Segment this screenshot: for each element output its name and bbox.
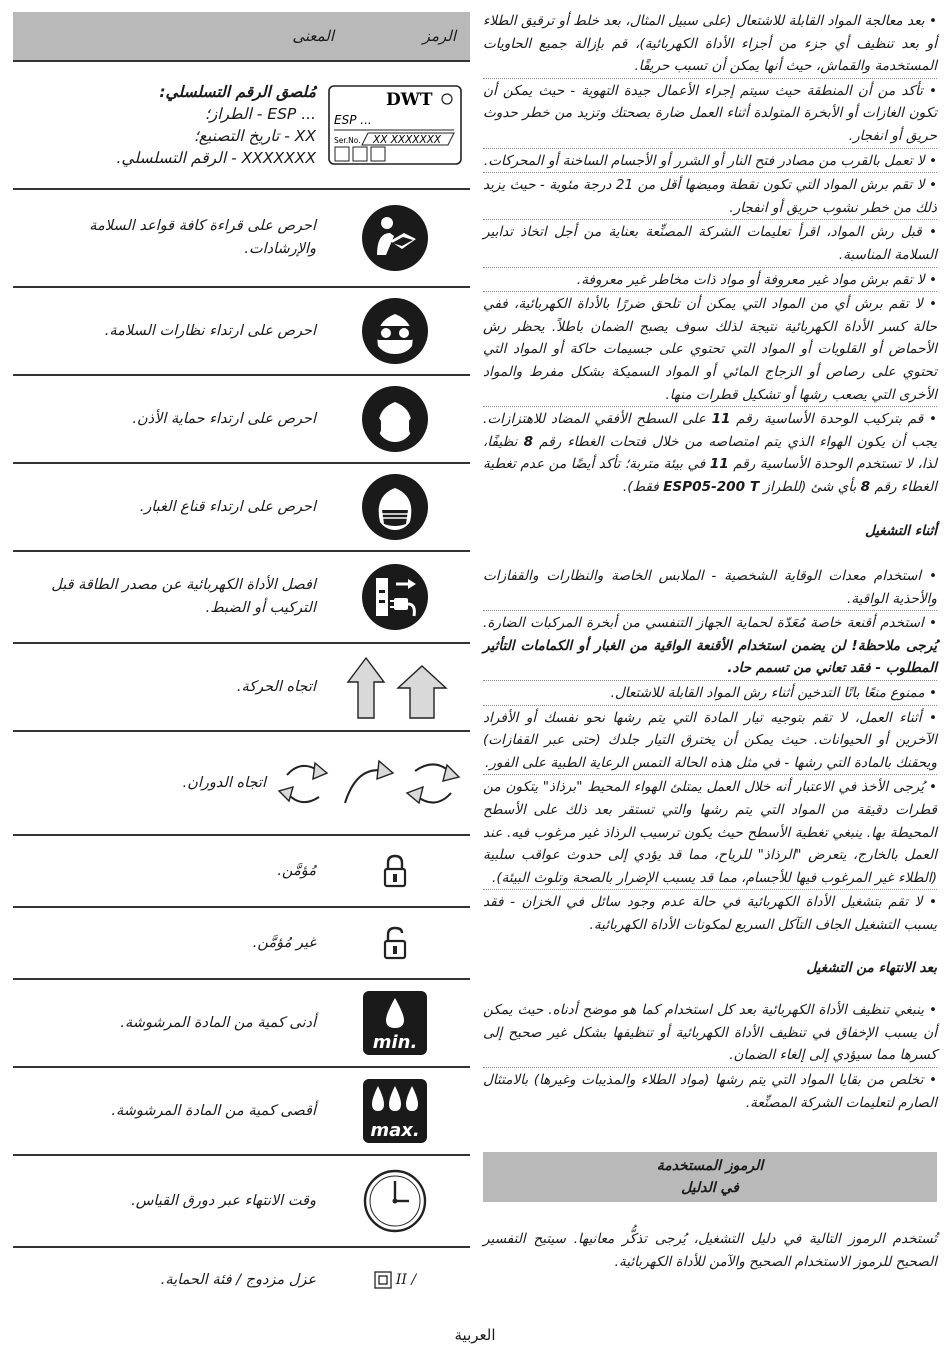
section-heading-after: بعد الانتهاء من التشغيل [806,959,937,976]
symbols-box-line1: الرموز المستخدمة [656,1158,764,1175]
paragraph: • ممنوع منعًا باتًا التدخين أثناء رش المواد القابلة للاشتعال. [483,682,937,706]
serial-model-field: ESP ... [334,113,372,127]
table-row [13,190,470,288]
double-insulation-icon [374,1271,392,1289]
paragraph: • لا تقم برش مواد غير معروفة أو مواد ذات مخاطر غير معروفة. [483,269,937,293]
row-meaning: أدنى كمية من المادة المرشوشة. [120,1014,316,1031]
row-meaning: افصل الأداة الكهربائية عن مصدر الطاقة قبل التركيب أو الضبط. [51,577,316,616]
row-meaning: غير مُؤمَّن. [252,934,316,951]
lock-open-icon [382,925,408,961]
table-row [13,836,470,908]
row-meaning: اتجاه الدوران. [182,774,266,791]
paragraph: • أثناء العمل، لا تقم بتوجيه تيار المادة التي يتم رشها نحو نفسك أو الأفراد الآخرين أو الحيوانات. حيث يمكن أن يخترق التيار جلدك (حتى عبر القفازات) ويحقنك بالمادة التي رشها - في مثل هذه الحالة التمس الرعاية الطبية على الفور. [483,707,937,776]
serial-brand: DWT [386,90,433,110]
symbol-cell [270,732,470,834]
row-meaning: اتجاه الحركة. [236,678,316,695]
symbol-cell [320,1156,470,1246]
read-manual-icon [360,203,430,273]
page-footer-language: العربية [454,1326,496,1344]
table-row [13,1068,470,1156]
table-row [13,980,470,1068]
table-row [13,908,470,980]
symbol-cell [320,288,470,374]
row-meaning: احرص على ارتداء نظارات السلامة. [104,322,316,339]
table-row [13,464,470,552]
row-meaning: وقت الانتهاء عبر دورق القياس. [131,1192,316,1209]
paragraph: • بعد معالجة المواد القابلة للاشتعال (على سبيل المثال، بعد خلط أو ترقيق الطلاء أو بعد تنظيف أي جزء من أجزاء الأداة الكهربائية)، قم بإزالة جميع الحاويات المستخدمة والقماش، حيث أنها يمكن أن تسبب حريقًا. [483,10,937,79]
paragraph: • قبل رش المواد، اقرأ تعليمات الشركة المصنِّعة بعناية من أجل اتخاذ تدابير السلامة المناسبة. [483,221,937,267]
serial-serno-value: XX XXXXXXX [373,134,442,146]
row-meaning: مُؤمَّن. [277,862,316,879]
symbol-cell [320,464,470,550]
table-row [13,644,470,732]
paragraph: • لا تعمل بالقرب من مصادر فتح النار أو الشرر أو الأجسام الساخنة أو المحركات. [483,150,937,174]
paragraph: • ينبغي تنظيف الأداة الكهربائية بعد كل استخدام كما هو موضح أدناه. حيث يمكن أن يسبب الإخفاق في تنظيف الأداة الكهربائية أو تنظيفها بشكل غير صحيح إلى كسرها مما سيؤدي إلى إلغاء الضمان. [483,999,937,1068]
serial-plate-icon [326,83,464,167]
table-row [13,1248,470,1312]
paragraph: • تأكد من أن المنطقة حيث سيتم إجراء الأعمال جيدة التهوية - حيث يمكن أن تكون الغازات أو الأبخرة المتولدة أثناء العمل ضارة بصحتك وتزيد من خطر حدوث حريق أو انفجار. [483,80,937,149]
clock-icon [362,1168,428,1234]
symbol-cell [320,908,470,978]
paragraph: • استخدم أقنعة خاصة مُعَدّة لحماية الجهاز التنفسي من أبخرة المركبات الضارة. يُرجى ملاحظة! لن يضمن استخدام الأقنعة الواقية من الغبار أو الكمامات التأثير المطلوب - فقد تعاني من تسمم حاد. [483,612,937,681]
paragraph: • لا تقم برش المواد التي تكون نقطة وميضها أقل من 21 درجة مئوية - حيث يزيد ذلك من خطر نشوب حريق أو انفجار. [483,174,937,220]
symbol-cell [320,552,470,642]
max-drops-icon [362,1078,428,1144]
table-row [13,732,470,836]
direction-arrows-icon [340,652,450,722]
min-badge-text: min. [372,1032,418,1053]
rotation-arrows-icon [275,753,465,813]
unplug-icon [360,562,430,632]
serial-title: مُلصق الرقم التسلسلي: [159,83,316,101]
symbol-cell [320,1068,470,1154]
safety-goggles-icon [360,296,430,366]
protection-class-label: II / [395,1272,417,1288]
paragraph: • يُرجى الأخذ في الاعتبار أنه خلال العمل يمتلئ الهواء المحيط "برذاذ" يتكون من قطرات دقيقة من المواد التي يتم رشها والتي تستقر بعد ذلك على الأسطح المحيطة بها. ينبغي تغطية الأسطح حيث يكون ترسيب الرذاذ غير مرغوب فيه. عند العمل بالخارج، يتعرض "الرذاذ" للرياح، مما قد يؤدي إلى حدوث عواقب سلبية (الطلاء غير المرغوب فيها للأجسام، مما قد يسبب الإضرار بالصحة وتلوث البيئة). [483,776,937,890]
symbols-table [13,12,470,1312]
max-badge-text: max. [370,1120,420,1141]
serial-meaning [13,62,320,188]
symbol-cell [320,836,470,906]
table-row [13,552,470,644]
table-row-serial [13,62,470,190]
serial-line-date: XX - تاريخ التصنيع؛ [193,127,316,145]
serial-serno-label: Ser.No. [334,136,361,145]
instructions-column [483,10,937,1273]
row-meaning: احرص على ارتداء حماية الأذن. [132,410,316,427]
lock-closed-icon [382,853,408,889]
table-row [13,288,470,376]
serial-line-number: XXXXXXX - الرقم التسلسلي. [116,149,316,167]
table-row [13,1156,470,1248]
symbol-cell [320,980,470,1066]
section-heading-operation: أثناء التشغيل [864,523,937,540]
dust-mask-icon [360,472,430,542]
table-row [13,376,470,464]
paragraph: • تخلص من بقايا المواد التي يتم رشها (مواد الطلاء والمذيبات وغيرها) بالامتثال الصارم لتعليمات الشركة المصنِّعة. [483,1071,937,1111]
row-meaning: احرص على ارتداء قناع الغبار. [139,498,316,515]
header-meaning: المعنى [292,27,334,45]
row-meaning: احرص على قراءة كافة قواعد السلامة والإرشادات. [89,218,316,257]
paragraph: • لا تقم بتشغيل الأداة الكهربائية في حالة عدم وجود سائل في الخزان - فقد يسبب التشغيل الجاف التآكل السريع لمكونات الأداة الكهربائية. [483,894,937,933]
min-drop-icon [362,990,428,1056]
symbol-cell [320,190,470,286]
row-meaning: عزل مزدوج / فئة الحماية. [160,1271,316,1288]
row-meaning: أقصى كمية من المادة المرشوشة. [111,1102,316,1119]
symbols-box-line2: في الدليل [681,1180,739,1197]
symbol-cell [320,644,470,730]
table-header [13,12,470,62]
serial-label-symbol [320,62,470,188]
symbol-cell [320,1248,470,1312]
symbol-cell [320,376,470,462]
paragraph: • قم بتركيب الوحدة الأساسية رقم 11 على السطح الأفقي المضاد للاهتزازات. يجب أن يكون الهواء الذي يتم امتصاصه من خلال فتحات الغطاء رقم 8 نظيفًا، لذا، لا تستخدم الوحدة الأساسية رقم 11 في بيئة متربة؛ تأكد أيضًا من عدم تغطية الغطاء رقم 8 بأي شئ (للطراز ESP05-200 T فقط). [483,411,938,495]
ear-protection-icon [360,384,430,454]
header-symbol: الرمز [422,27,456,45]
serial-line-model: ... ESP - الطراز؛ [204,105,316,123]
paragraph: • لا تقم برش أي من المواد التي يمكن أن تلحق ضررًا بالأداة الكهربائية، ففي حالة كسر الأداة الكهربائية نتيجة لذلك سوف يصبح الضمان باطلاً. يحظر رش الأحماض أو القلويات أو المواد التي تحتوي على جسيمات حاكة أو المواد التي تحتوي على رصاص أو الزجاج المائي أو المواد السميكة بشكل مفرط والمواد الأخرى التي يصعب رشها أو تشكيل قطرات منها. [483,293,937,407]
symbols-section-box [483,1152,937,1202]
paragraph: تُستخدم الرموز التالية في دليل التشغيل، يُرجى تذكُّر معانيها. سيتيح التفسير الصحيح للرموز الاستخدام الصحيح والآمن للأداة الكهربائية. [483,1231,937,1270]
paragraph: • استخدام معدات الوقاية الشخصية - الملابس الخاصة والنظارات والقفازات والأحذية الواقية. [483,565,937,611]
